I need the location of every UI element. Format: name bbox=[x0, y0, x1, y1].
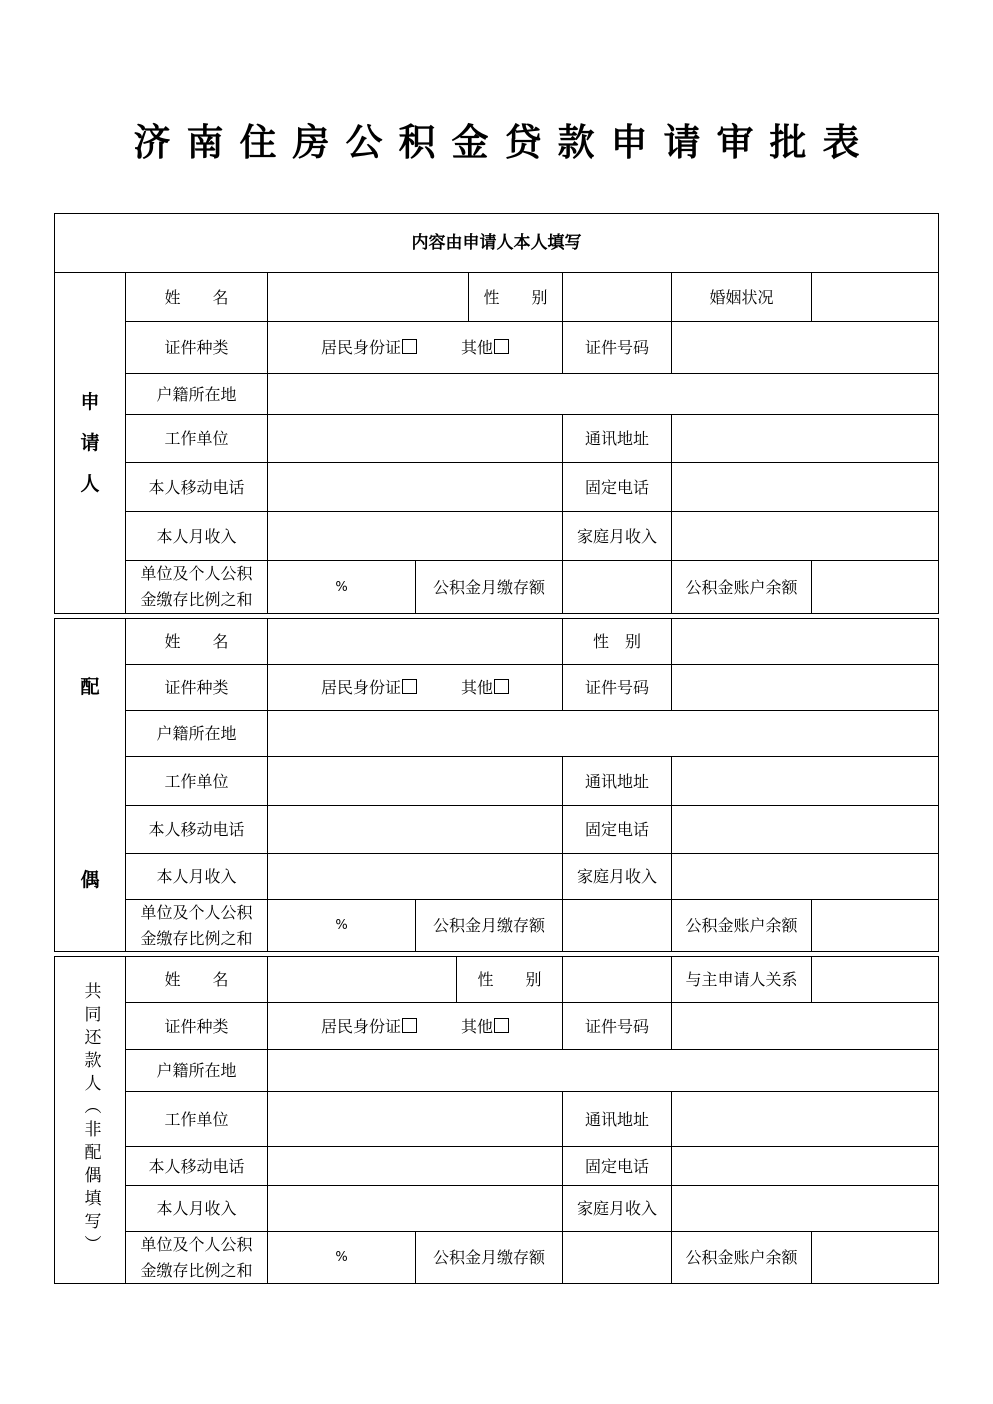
income-label: 本人月收入 bbox=[126, 512, 268, 561]
mobile-label: 本人移动电话 bbox=[126, 463, 268, 512]
monthly-deposit-field[interactable] bbox=[563, 561, 672, 613]
address-field[interactable] bbox=[672, 415, 938, 463]
co-hukou-field[interactable] bbox=[268, 1050, 938, 1092]
co-relation-label: 与主申请人关系 bbox=[672, 957, 812, 1003]
landline-label: 固定电话 bbox=[563, 463, 672, 512]
deposit-ratio-label-line: 金缴存比例之和 bbox=[140, 590, 253, 609]
co-balance-label: 公积金账户余额 bbox=[672, 1232, 812, 1283]
spouse-id-type-options bbox=[268, 665, 563, 711]
employer-label: 工作单位 bbox=[126, 415, 268, 463]
spouse-deposit-ratio-label-line: 单位及个人公积 bbox=[140, 902, 253, 922]
spouse-checkbox-other[interactable] bbox=[494, 679, 509, 694]
spouse-gender-label: 性 别 bbox=[563, 619, 672, 665]
id-type-label: 证件种类 bbox=[126, 322, 268, 374]
monthly-deposit-label: 公积金月缴存额 bbox=[416, 561, 563, 613]
co-income-field[interactable] bbox=[268, 1186, 563, 1232]
application-form bbox=[54, 213, 939, 1284]
co-mobile-label: 本人移动电话 bbox=[126, 1147, 268, 1186]
co-income-label: 本人月收入 bbox=[126, 1186, 268, 1232]
co-id-number-field[interactable] bbox=[672, 1003, 938, 1050]
spouse-section bbox=[54, 618, 939, 952]
co-id-option-resident-text: 居民身份证 bbox=[320, 1016, 401, 1036]
landline-field[interactable] bbox=[672, 463, 938, 512]
co-name-field[interactable] bbox=[268, 957, 457, 1003]
co-hukou-label: 户籍所在地 bbox=[126, 1050, 268, 1092]
spouse-hukou-field[interactable] bbox=[268, 711, 938, 757]
header-note: 内容由申请人本人填写 bbox=[55, 214, 938, 273]
id-number-label: 证件号码 bbox=[563, 322, 672, 374]
deposit-ratio-field[interactable]: % bbox=[268, 561, 416, 613]
spouse-hukou-label: 户籍所在地 bbox=[126, 711, 268, 757]
spouse-deposit-ratio-label-line: 金缴存比例之和 bbox=[140, 928, 253, 948]
spouse-employer-field[interactable] bbox=[268, 757, 563, 806]
spouse-checkbox-resident[interactable] bbox=[402, 679, 417, 694]
spouse-side-char: 偶 bbox=[80, 869, 100, 891]
co-name-label: 姓 名 bbox=[126, 957, 268, 1003]
deposit-ratio-label-line: 单位及个人公积 bbox=[140, 564, 253, 583]
spouse-family-income-label: 家庭月收入 bbox=[563, 854, 672, 900]
id-option-other[interactable] bbox=[461, 335, 509, 360]
co-employer-field[interactable] bbox=[268, 1092, 563, 1147]
deposit-ratio-label bbox=[126, 561, 268, 613]
co-id-option-resident[interactable] bbox=[321, 1014, 417, 1039]
family-income-field[interactable] bbox=[672, 512, 938, 561]
spouse-monthly-deposit-label: 公积金月缴存额 bbox=[416, 900, 563, 951]
co-gender-label: 性 别 bbox=[457, 957, 563, 1003]
id-option-resident[interactable] bbox=[321, 335, 417, 360]
co-relation-field[interactable] bbox=[812, 957, 938, 1003]
spouse-address-field[interactable] bbox=[672, 757, 938, 806]
co-id-option-other-text: 其他 bbox=[461, 1016, 494, 1036]
co-gender-field[interactable] bbox=[563, 957, 672, 1003]
spouse-name-label: 姓 名 bbox=[126, 619, 268, 665]
spouse-balance-field[interactable] bbox=[812, 900, 938, 951]
co-deposit-ratio-field[interactable]: % bbox=[268, 1232, 416, 1283]
spouse-balance-label: 公积金账户余额 bbox=[672, 900, 812, 951]
co-landline-label: 固定电话 bbox=[563, 1147, 672, 1186]
co-address-label: 通讯地址 bbox=[563, 1092, 672, 1147]
hukou-field[interactable] bbox=[268, 374, 938, 415]
id-type-options bbox=[268, 322, 563, 374]
co-checkbox-other[interactable] bbox=[494, 1018, 509, 1033]
spouse-income-field[interactable] bbox=[268, 854, 563, 900]
co-mobile-field[interactable] bbox=[268, 1147, 563, 1186]
name-field[interactable] bbox=[268, 273, 469, 322]
address-label: 通讯地址 bbox=[563, 415, 672, 463]
applicant-side-char: 请 bbox=[80, 431, 100, 454]
co-id-type-options bbox=[268, 1003, 563, 1050]
spouse-side-char: 配 bbox=[80, 676, 100, 698]
co-balance-field[interactable] bbox=[812, 1232, 938, 1283]
co-landline-field[interactable] bbox=[672, 1147, 938, 1186]
co-employer-label: 工作单位 bbox=[126, 1092, 268, 1147]
co-id-option-other[interactable] bbox=[461, 1014, 509, 1039]
co-deposit-ratio-label-line: 金缴存比例之和 bbox=[140, 1260, 253, 1280]
spouse-landline-label: 固定电话 bbox=[563, 806, 672, 854]
id-number-field[interactable] bbox=[672, 322, 938, 374]
spouse-id-type-label: 证件种类 bbox=[126, 665, 268, 711]
co-address-field[interactable] bbox=[672, 1092, 938, 1147]
spouse-deposit-ratio-field[interactable]: % bbox=[268, 900, 416, 951]
spouse-mobile-label: 本人移动电话 bbox=[126, 806, 268, 854]
id-option-resident-text: 居民身份证 bbox=[320, 338, 401, 357]
co-monthly-deposit-label: 公积金月缴存额 bbox=[416, 1232, 563, 1283]
applicant-side-char: 人 bbox=[80, 472, 100, 495]
co-borrower-section bbox=[54, 956, 939, 1284]
applicant-section bbox=[54, 213, 939, 614]
gender-label: 性 别 bbox=[469, 273, 563, 322]
checkbox-resident[interactable] bbox=[402, 339, 417, 354]
spouse-gender-field[interactable] bbox=[672, 619, 938, 665]
balance-label: 公积金账户余额 bbox=[672, 561, 812, 613]
co-deposit-ratio-label bbox=[126, 1232, 268, 1283]
spouse-deposit-ratio-label bbox=[126, 900, 268, 951]
gender-field[interactable] bbox=[563, 273, 672, 322]
spouse-id-number-label: 证件号码 bbox=[563, 665, 672, 711]
spouse-family-income-field[interactable] bbox=[672, 854, 938, 900]
spouse-mobile-field[interactable] bbox=[268, 806, 563, 854]
family-income-label: 家庭月收入 bbox=[563, 512, 672, 561]
name-label: 姓 名 bbox=[126, 273, 268, 322]
spouse-id-option-other[interactable] bbox=[461, 675, 509, 700]
co-id-number-label: 证件号码 bbox=[563, 1003, 672, 1050]
employer-field[interactable] bbox=[268, 415, 563, 463]
spouse-landline-field[interactable] bbox=[672, 806, 938, 854]
spouse-id-option-resident-text: 居民身份证 bbox=[320, 678, 401, 697]
income-field[interactable] bbox=[268, 512, 563, 561]
marital-label: 婚姻状况 bbox=[672, 273, 812, 322]
hukou-label: 户籍所在地 bbox=[126, 374, 268, 415]
co-monthly-deposit-field[interactable] bbox=[563, 1232, 672, 1283]
balance-field[interactable] bbox=[812, 561, 938, 613]
applicant-side-char: 申 bbox=[80, 390, 100, 413]
co-id-type-label: 证件种类 bbox=[126, 1003, 268, 1050]
page-title: 济南住房公积金贷款申请审批表 bbox=[133, 120, 876, 164]
co-borrower-side-text: 共同还款人（非配偶填写） bbox=[80, 982, 101, 1258]
spouse-id-option-resident[interactable] bbox=[321, 675, 417, 700]
co-family-income-label: 家庭月收入 bbox=[563, 1186, 672, 1232]
co-family-income-field[interactable] bbox=[672, 1186, 938, 1232]
id-option-other-text: 其他 bbox=[461, 338, 494, 357]
checkbox-other[interactable] bbox=[494, 339, 509, 354]
spouse-income-label: 本人月收入 bbox=[126, 854, 268, 900]
spouse-monthly-deposit-field[interactable] bbox=[563, 900, 672, 951]
spouse-id-option-other-text: 其他 bbox=[461, 678, 494, 697]
co-checkbox-resident[interactable] bbox=[402, 1018, 417, 1033]
spouse-name-field[interactable] bbox=[268, 619, 563, 665]
spouse-id-number-field[interactable] bbox=[672, 665, 938, 711]
mobile-field[interactable] bbox=[268, 463, 563, 512]
marital-field[interactable] bbox=[812, 273, 938, 322]
applicant-side-label bbox=[55, 273, 126, 613]
co-deposit-ratio-label-line: 单位及个人公积 bbox=[140, 1234, 253, 1254]
spouse-side-label bbox=[55, 619, 126, 951]
spouse-address-label: 通讯地址 bbox=[563, 757, 672, 806]
co-borrower-side-label bbox=[55, 957, 126, 1283]
spouse-employer-label: 工作单位 bbox=[126, 757, 268, 806]
